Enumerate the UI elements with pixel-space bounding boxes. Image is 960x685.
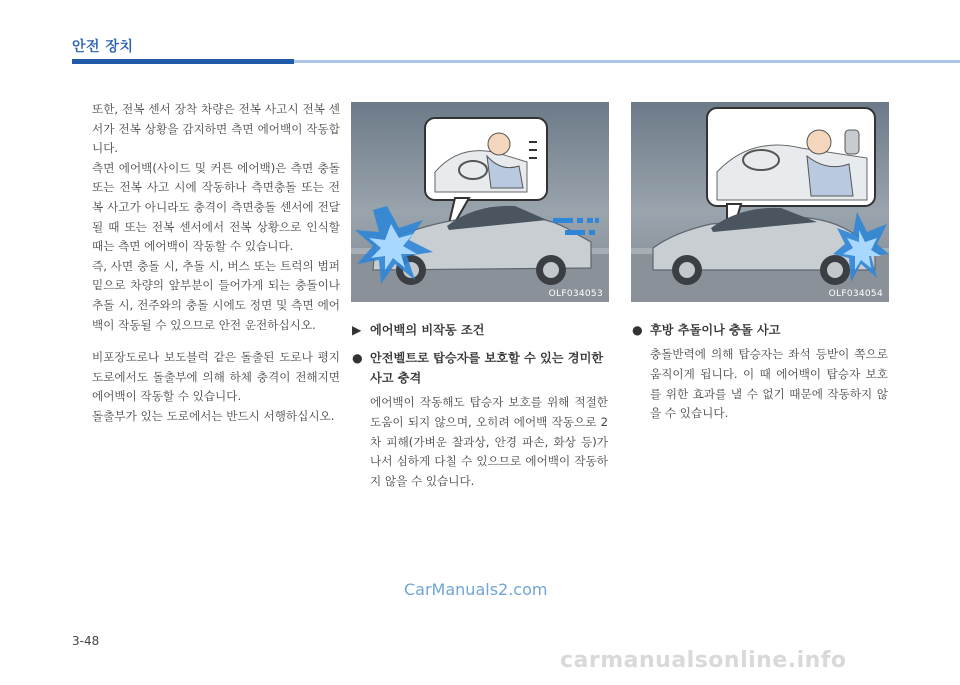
bullet-heading bbox=[632, 320, 888, 340]
bullet-heading bbox=[352, 348, 608, 388]
section-heading bbox=[352, 320, 608, 340]
middle-column bbox=[352, 320, 608, 492]
paragraph: 비포장도로나 보도블럭 같은 돌출된 도로나 평지 도로에서도 돌출부에 의해 하체 충격이 전해지면 에어백이 작동할 수 있습니다. bbox=[92, 350, 340, 404]
bullet-icon: ● bbox=[632, 323, 643, 337]
body-text: 에어백이 작동해도 탑승자 보호를 위해 적절한 도움이 되지 않으며, 오히려 에어백 작동으로 2차 피해(가벼운 찰과상, 안경 파손, 화상 등)가 나서 심하게 다칠 수 있으므로 에어백이 작동하지 않을 수 있습니다. bbox=[370, 395, 608, 489]
body-text: 충돌반력에 의해 탑승자는 좌석 등받이 쪽으로움직이게 됩니다. 이 때 에어백이 탑승자 보호를 위한 효과를 낼 수 없기 때문에 작동하지 않을 수 있습니다. bbox=[650, 347, 888, 421]
left-column bbox=[92, 100, 340, 427]
image-code: OLF034053 bbox=[548, 289, 603, 299]
page-number: 3-48 bbox=[72, 634, 100, 648]
paragraph: 즉, 사면 충돌 시, 추돌 시, 버스 또는 트럭의 범퍼 밑으로 차량의 앞부분이 들어가게 되는 충돌이나 추돌 시, 전주와의 충돌 시에도 정면 및 측면 에어백이 작동될 수 있으므로 안전 운전하십시오. bbox=[92, 258, 340, 332]
side-collision-illustration bbox=[351, 102, 609, 302]
paragraph: 측면 에어백(사이드 및 커튼 에어백)은 측면 충돌 또는 전복 사고 시에 작동하나 측면충돌 또는 전복 사고가 아니라도 충격이 측면충돌 센서에 전달될 때 또는 전복 센서에서 전복 상황으로 인식할 때는 측면 에어백이 작동할 수 있습니다. bbox=[92, 160, 340, 254]
subheading-text: 후방 추돌이나 충돌 사고 bbox=[650, 323, 781, 337]
section-title: 안전 장치 bbox=[72, 39, 134, 55]
side-collision-drawing bbox=[351, 102, 609, 302]
bullet-icon: ● bbox=[352, 351, 363, 365]
heading-text: 에어백의 비작동 조건 bbox=[370, 323, 485, 337]
right-column bbox=[632, 320, 888, 424]
watermark-link[interactable]: CarManuals2.com bbox=[404, 580, 548, 599]
triangle-marker-icon: ▶ bbox=[352, 323, 362, 337]
paragraph: 또한, 전복 센서 장착 차량은 전복 사고시 전복 센서가 전복 상황을 감지하면 측면 에어백이 작동합니다. bbox=[92, 102, 340, 156]
image-code: OLF034054 bbox=[828, 289, 883, 299]
header-rule-accent bbox=[72, 59, 294, 64]
subheading-text: 안전벨트로 탑승자를 보호할 수 있는 경미한 사고 충격 bbox=[370, 351, 604, 385]
paragraph: 돌출부가 있는 도로에서는 반드시 서행하십시오. bbox=[92, 408, 335, 423]
rear-collision-drawing bbox=[631, 102, 889, 302]
footer-watermark: carmanualsonline.info bbox=[560, 648, 847, 673]
rear-collision-illustration bbox=[631, 102, 889, 302]
